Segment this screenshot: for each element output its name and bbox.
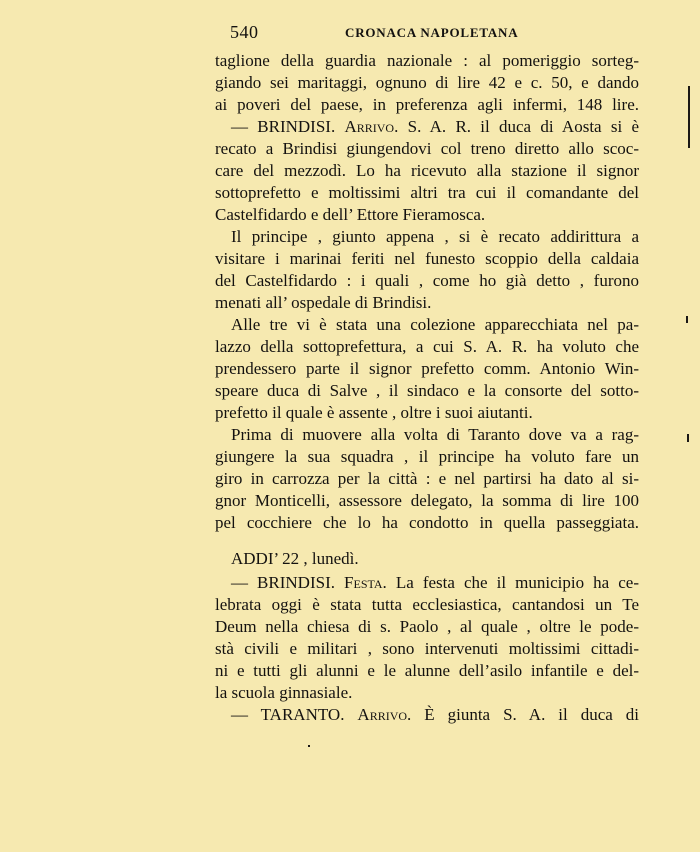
section-keyword: Festa. <box>344 573 387 592</box>
text-line: ni e tutti gli alunni e le alunne dell’asilo infantile e del- <box>215 661 639 680</box>
text-line: prefetto il quale è assente , oltre i suoi aiutanti. <box>215 403 533 422</box>
text-line: giungere la sua squadra , il principe ha voluto fare un <box>215 447 639 466</box>
text-line: stà civili e militari , sono intervenuti moltissimi cittadi- <box>215 639 639 658</box>
text-line: gnor Monticelli, assessore delegato, la somma di lire 100 <box>215 491 639 510</box>
text-line: menati all’ ospedale di Brindisi. <box>215 293 432 312</box>
text-run: La festa che il municipio ha ce- <box>386 573 640 592</box>
running-title: CRONACA NAPOLETANA <box>345 25 519 40</box>
text-line: taglione della guardia nazionale : al pomeriggio sorteg- <box>215 51 639 70</box>
section-heading-line <box>215 572 639 594</box>
section-keyword: Arrivo. <box>357 705 412 724</box>
place-heading: — TARANTO. <box>231 705 358 724</box>
text-line: Il principe , giunto appena , si è recato addirittura a <box>231 227 639 246</box>
text-line: la scuola ginnasiale. <box>215 683 353 702</box>
text-line: pel cocchiere che lo ha condotto in quella passeggiata. <box>215 513 639 532</box>
margin-speck <box>687 434 689 442</box>
place-heading: — BRINDISI. <box>231 117 345 136</box>
text-line: Prima di muovere alla volta di Taranto dove va a rag- <box>231 425 639 444</box>
text-line: care del mezzodì. Lo ha ricevuto alla stazione il signor <box>215 161 639 180</box>
text-line: ai poveri del paese, in preferenza agli infermi, 148 lire. <box>215 95 639 114</box>
margin-speck <box>686 316 688 323</box>
place-heading: — BRINDISI. <box>231 573 345 592</box>
text-line: visitare i marinai feriti nel funesto scoppio della caldaia <box>215 249 639 268</box>
date-heading: ADDI’ 22 , lunedì. <box>231 549 359 568</box>
text-run: S. A. R. il duca di Aosta si è <box>398 117 640 136</box>
text-line: sottoprefetto e moltissimi altri tra cui il comandante del <box>215 183 639 202</box>
margin-speck <box>308 745 310 747</box>
text-line: giando sei maritaggi, ognuno di lire 42 e c. 50, e dando <box>215 73 639 92</box>
section-heading-line <box>215 704 639 726</box>
text-run: È giunta S. A. il duca di <box>411 705 639 724</box>
text-line: del Castelfidardo : i quali , come ho già detto , furono <box>215 271 639 290</box>
margin-rule <box>688 86 690 148</box>
section-heading-line <box>215 116 639 138</box>
text-line: Alle tre vi è stata una colezione apparecchiata nel pa- <box>231 315 639 334</box>
page-header <box>215 22 637 44</box>
section-keyword: Arrivo. <box>344 117 399 136</box>
page-number: 540 <box>230 22 259 42</box>
text-line: Castelfidardo e dell’ Ettore Fieramosca. <box>215 205 486 224</box>
text-line: giro in carrozza per la città : e nel partirsi ha dato al si- <box>215 469 639 488</box>
text-line: lazzo della sottoprefettura, a cui S. A. R. ha voluto che <box>215 337 639 356</box>
text-line: lebrata oggi è stata tutta ecclesiastica, cantandosi un Te <box>215 595 639 614</box>
text-line: Deum nella chiesa di s. Paolo , al quale , oltre le pode- <box>215 617 639 636</box>
text-line: prendessero parte il signor prefetto comm. Antonio Win- <box>215 359 639 378</box>
text-line: recato a Brindisi giungendovi col treno diretto allo scoc- <box>215 139 639 158</box>
text-line: speare duca di Salve , il sindaco e la consorte del sotto- <box>215 381 639 400</box>
